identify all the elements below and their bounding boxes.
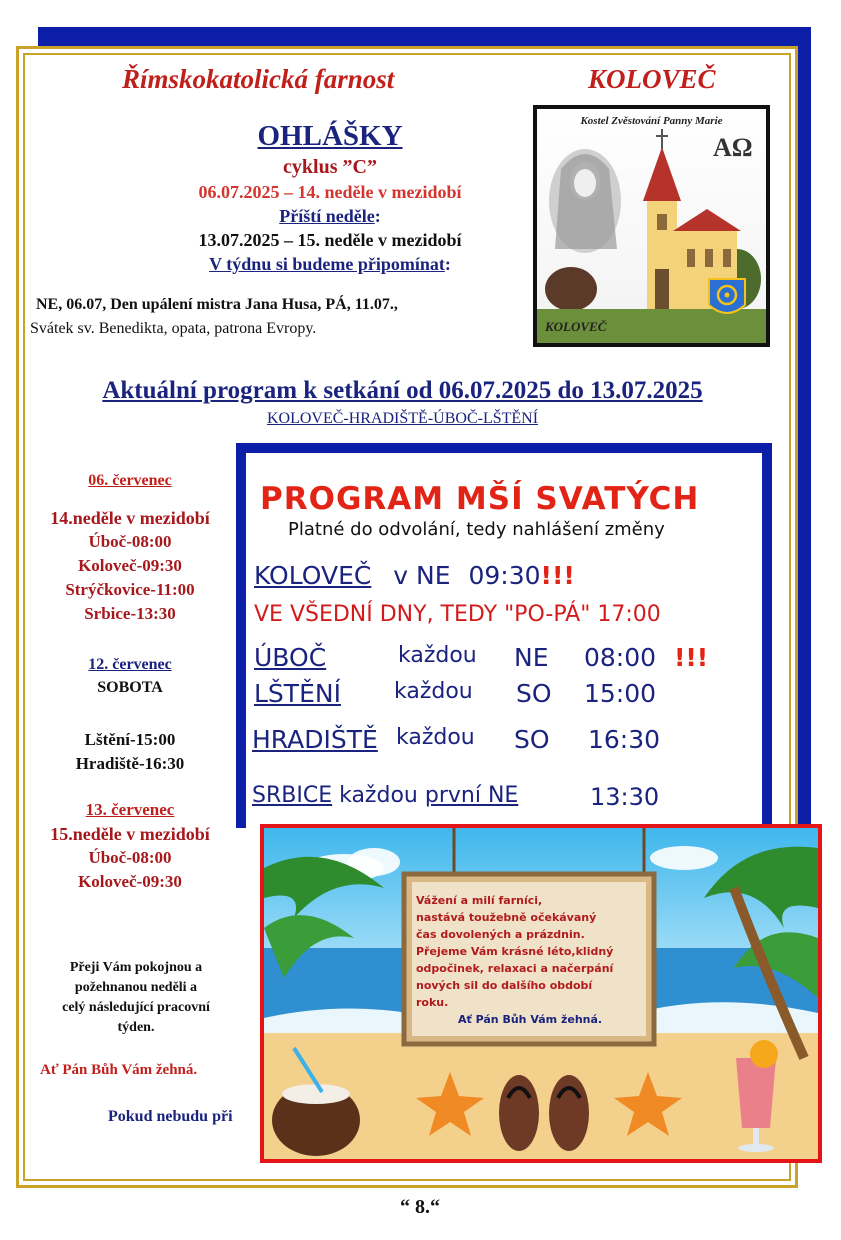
mass-program-title: PROGRAM MŠÍ SVATÝCH <box>260 481 700 517</box>
day2-item: Hradiště-16:30 <box>75 754 185 773</box>
day2-title: SOBOTA <box>97 679 163 696</box>
wish-line: požehnanou neděli a <box>74 980 198 995</box>
wish-text <box>36 958 236 1038</box>
mass-row-lsteni: LŠTĚNÍ každou SO 15:00 <box>254 679 657 708</box>
week-label: V týdnu si budeme připomínat: <box>209 254 451 274</box>
day2-item: Lštění-15:00 <box>84 730 176 749</box>
sign-line: nastává toužebně očekávaný <box>416 911 597 924</box>
day1-title: 14.neděle v mezidobí <box>50 508 210 528</box>
sign-line: roku. <box>416 996 449 1009</box>
next-sunday-date: 13.07.2025 – 15. neděle v mezidobí <box>198 230 462 250</box>
mass-row-kolovec: KOLOVEČ v NE 09:30!!! <box>254 561 575 590</box>
sign-line: čas dovolených a prázdnin. <box>416 928 585 941</box>
town-title: KOLOVEČ <box>588 64 716 94</box>
day3-title: 15.neděle v mezidobí <box>50 824 210 844</box>
week-line-2: Svátek sv. Benedikta, opata, patrona Evropy. <box>30 320 317 337</box>
program-heading: Aktuální program k setkání od 06.07.2025 do 13.07.2025 <box>102 377 703 404</box>
church-caption-top: Kostel Zvěstování Panny Marie <box>580 115 723 127</box>
mass-row-hradiste: HRADIŠTĚ každou SO 16:30 <box>252 725 661 754</box>
day1-item: Koloveč-09:30 <box>78 556 182 575</box>
week-line-1: NE, 06.07, Den upálení mistra Jana Husa, PÁ, 11.07., <box>36 296 398 313</box>
sign-line: nových sil do dalšího období <box>416 979 593 992</box>
cycle-label: cyklus ”C” <box>283 156 377 178</box>
sign-line: Přejeme Vám krásné léto,klidný <box>416 945 614 958</box>
day1-item: Úboč-08:00 <box>88 532 172 551</box>
mass-row-srbice: SRBICE každou první NE 13:30 <box>252 783 660 811</box>
sign-line: Vážení a milí farníci, <box>416 894 543 907</box>
blessing-left: Ať Pán Bůh Vám žehná. <box>40 1062 198 1078</box>
mass-program-subtitle: Platné do odvolání, tedy nahlášení změny <box>288 519 665 540</box>
alpha-omega-icon: AΩ <box>713 133 753 162</box>
day1-item: Strýčkovice-11:00 <box>65 580 195 599</box>
day1-date: 06. červenec <box>88 472 172 489</box>
summer-beach-image <box>260 824 822 1163</box>
day3-item: Koloveč-09:30 <box>78 872 182 891</box>
schedule-left <box>40 470 220 894</box>
day3-item: Úboč-08:00 <box>88 848 172 867</box>
page-number: “ 8.“ <box>400 1196 440 1218</box>
church-caption-bottom: KOLOVEČ <box>545 319 607 334</box>
sign-text <box>416 892 646 1028</box>
parish-title: Římskokatolická farnost <box>122 64 395 94</box>
church-picture <box>533 105 770 347</box>
next-sunday-label: Příští neděle: <box>279 206 381 226</box>
sign-line: odpočinek, relaxaci a načerpání <box>416 962 614 975</box>
footer-partial: Pokud nebudu při <box>108 1108 233 1125</box>
mass-row-weekdays: VE VŠEDNÍ DNY, TEDY "PO-PÁ" 17:00 <box>254 602 661 627</box>
mass-row-uboc: ÚBOČ každou NE 08:00 !!! <box>254 643 709 672</box>
program-places: KOLOVEČ-HRADIŠTĚ-ÚBOČ-LŠTĚNÍ <box>266 410 539 427</box>
wish-line: Přeji Vám pokojnou a <box>69 960 203 975</box>
mass-program-box <box>236 443 772 828</box>
announcements-title: OHLÁŠKY <box>257 120 403 152</box>
wish-line: celý následující pracovní <box>62 1000 210 1015</box>
day3-date: 13. červenec <box>85 800 175 819</box>
wish-line: týden. <box>117 1020 155 1035</box>
current-date: 06.07.2025 – 14. neděle v mezidobí <box>198 182 462 202</box>
day1-item: Srbice-13:30 <box>84 604 176 623</box>
day2-date: 12. červenec <box>88 656 172 673</box>
sign-blessing: Ať Pán Bůh Vám žehná. <box>458 1013 603 1026</box>
